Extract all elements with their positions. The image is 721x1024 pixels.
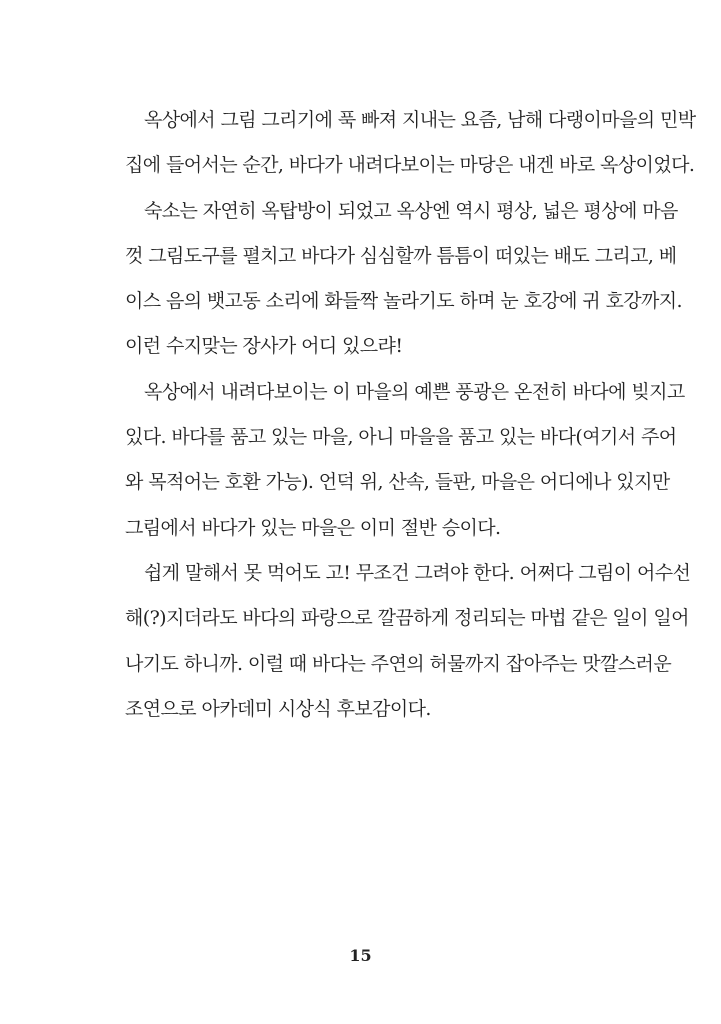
paragraph-3-line-4: 그림에서 바다가 있는 마을은 이미 절반 승이다. — [125, 516, 501, 539]
paragraph-1-line-2: 집에 들어서는 순간, 바다가 내려다보이는 마당은 내겐 바로 옥상이었다. — [125, 154, 695, 177]
paragraph-3-line-1: 옥상에서 내려다보이는 이 마을의 예쁜 풍광은 온전히 바다에 빚지고 — [144, 380, 685, 403]
paragraph-3-line-2: 있다. 바다를 품고 있는 마을, 아니 마을을 품고 있는 바다(여기서 주어 — [125, 426, 677, 449]
paragraph-3-line-3: 와 목적어는 호환 가능). 언덕 위, 산속, 들판, 마을은 어디에나 있지만 — [125, 471, 670, 494]
paragraph-4-line-2: 해(?)지더라도 바다의 파랑으로 깔끔하게 정리되는 마법 같은 일이 일어 — [125, 607, 689, 630]
paragraph-2-line-2: 껏 그림도구를 펼치고 바다가 심심할까 틈틈이 떠있는 배도 그리고, 베 — [125, 244, 677, 267]
paragraph-4-line-1: 쉽게 말해서 못 먹어도 고! 무조건 그려야 한다. 어쩌다 그림이 어수선 — [144, 561, 691, 584]
paragraph-4-line-4: 조연으로 아카데미 시상식 후보감이다. — [125, 697, 431, 720]
page-number: 15 — [349, 946, 372, 965]
paragraph-1-line-1: 옥상에서 그림 그리기에 푹 빠져 지내는 요즘, 남해 다랭이마을의 민박 — [144, 109, 696, 131]
paragraph-2-line-1: 숙소는 자연히 옥탑방이 되었고 옥상엔 역시 평상, 넓은 평상에 마음 — [144, 199, 678, 222]
paragraph-2-line-3: 이스 음의 뱃고동 소리에 화들짝 놀라기도 하며 눈 호강에 귀 호강까지. — [125, 290, 682, 313]
paragraph-4-line-3: 나기도 하니까. 이럴 때 바다는 주연의 허물까지 잡아주는 맛깔스러운 — [125, 652, 672, 675]
paragraph-2-line-4: 이런 수지맞는 장사가 어디 있으랴! — [125, 335, 403, 358]
body-text — [125, 98, 696, 732]
